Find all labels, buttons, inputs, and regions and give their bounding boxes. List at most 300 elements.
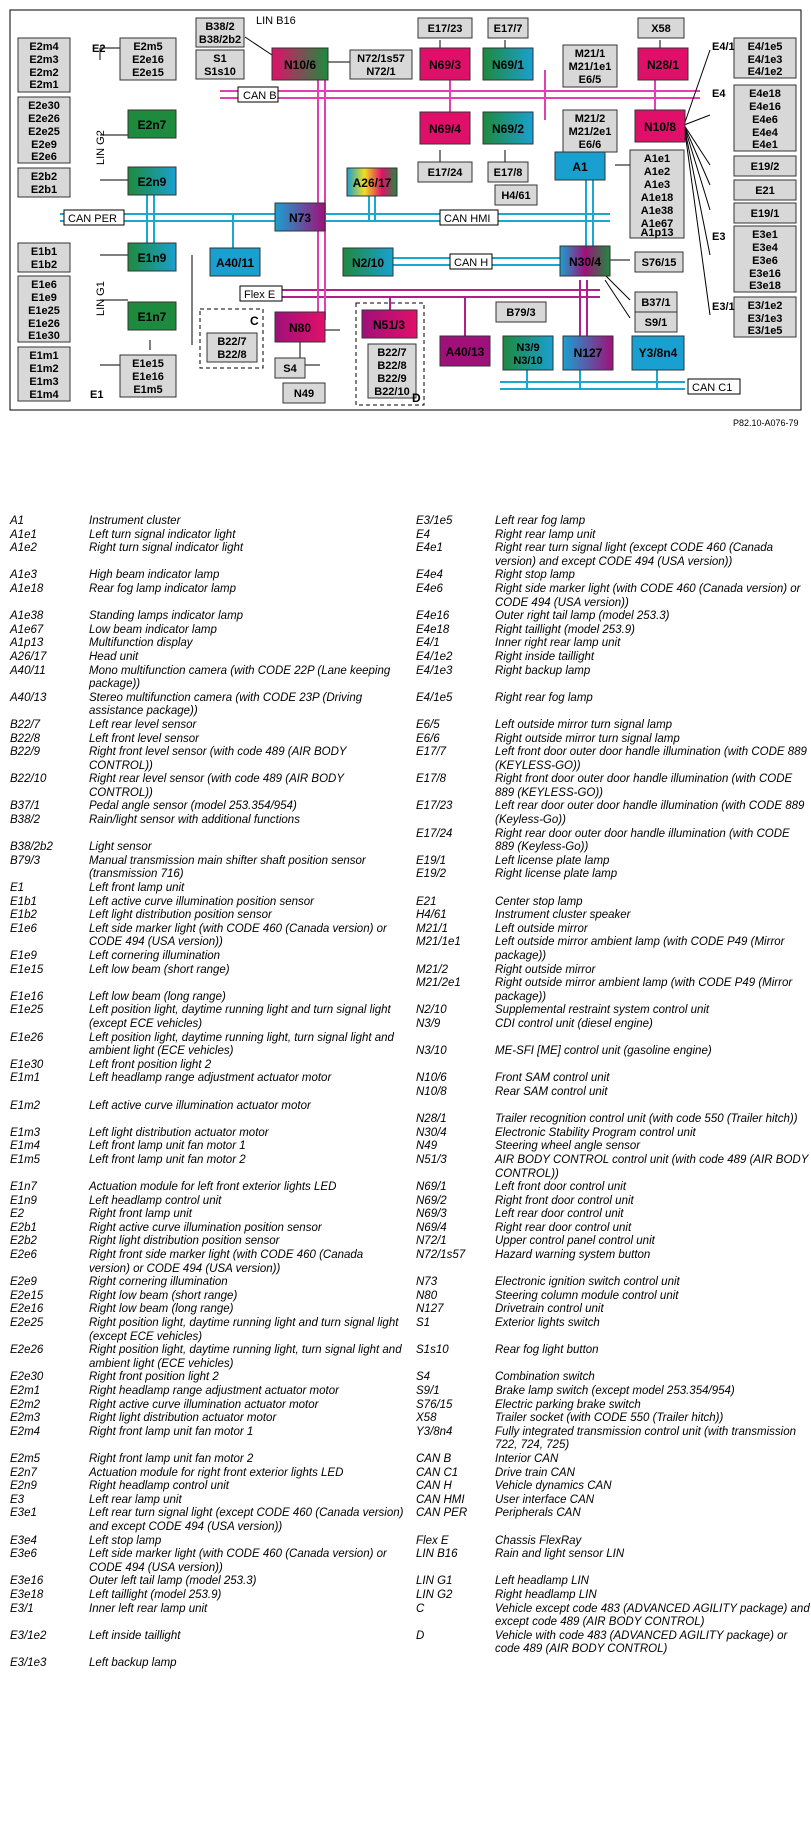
legend-code: E4e1	[416, 542, 443, 555]
legend-code: N30/4	[416, 1126, 447, 1139]
legend-description: Left front door control unit	[495, 1181, 627, 1194]
legend-item	[10, 1072, 405, 1086]
svg-text:E6/6: E6/6	[578, 139, 602, 151]
legend-description: ME-SFI [ME] control unit (gasoline engine)	[495, 1045, 712, 1058]
legend-item	[416, 1208, 811, 1222]
legend-item	[10, 1399, 405, 1413]
legend-item	[416, 1154, 811, 1181]
legend-item	[416, 692, 811, 706]
svg-text:A1: A1	[572, 160, 588, 174]
legend-code: E1m1	[10, 1072, 41, 1085]
legend-code: N28/1	[416, 1113, 447, 1126]
legend-item	[10, 597, 405, 611]
legend-item	[416, 651, 811, 665]
legend-code: A40/11	[10, 664, 46, 677]
svg-text:E1b1: E1b1	[30, 246, 58, 258]
legend-description: Right front door control unit	[495, 1194, 634, 1207]
legend-description: Left outside mirror	[495, 922, 588, 935]
legend-item	[416, 882, 811, 896]
legend-item	[10, 1181, 405, 1195]
legend-code: E19/1	[416, 854, 447, 867]
legend-item	[10, 692, 405, 719]
legend-code: A40/13	[10, 691, 47, 704]
svg-text:N69/1: N69/1	[491, 58, 525, 72]
legend-code: N69/1	[416, 1181, 447, 1194]
block-n30-4	[560, 246, 610, 276]
legend-description	[495, 1032, 811, 1046]
legend-code: E1b2	[10, 909, 37, 922]
legend-description	[89, 1616, 405, 1630]
legend-code	[10, 828, 89, 842]
svg-text:E3/1e2: E3/1e2	[747, 300, 783, 312]
legend-description	[89, 1439, 405, 1453]
legend-description: Right backup lamp	[495, 664, 591, 677]
svg-text:E1e6: E1e6	[31, 279, 57, 291]
legend-description: Left headlamp range adjustment actuator motor	[89, 1072, 332, 1085]
legend-description: Left light distribution actuator motor	[89, 1126, 269, 1139]
legend-description: Left turn signal indicator light	[89, 528, 236, 541]
svg-text:B22/8: B22/8	[217, 349, 247, 361]
block-n10-8	[635, 110, 685, 142]
legend-item	[10, 1208, 405, 1222]
legend-code: B22/7	[10, 718, 41, 731]
legend-item	[416, 1575, 811, 1589]
legend-description: Left license plate lamp	[495, 854, 610, 867]
legend-code: LIN B16	[416, 1548, 458, 1561]
legend-item	[416, 1521, 811, 1535]
svg-text:E2m5: E2m5	[133, 41, 163, 53]
legend-description: Right outside mirror	[495, 963, 596, 976]
legend-code: E1m4	[10, 1140, 41, 1153]
svg-text:E3/1e3: E3/1e3	[747, 313, 783, 325]
svg-text:E3e16: E3e16	[749, 268, 781, 280]
legend-code: S1s10	[416, 1344, 449, 1357]
legend-description: Right license plate lamp	[495, 868, 618, 881]
legend-code: E2e9	[10, 1276, 37, 1289]
legend-code: E3/1e3	[10, 1656, 47, 1669]
block-n51-3	[362, 310, 417, 338]
legend-description	[89, 977, 405, 991]
svg-text:E4/1: E4/1	[712, 41, 735, 53]
legend-code: E3/1e2	[10, 1629, 47, 1642]
legend-item	[416, 583, 811, 610]
legend-code: M21/1e1	[416, 936, 461, 949]
legend-item	[10, 1195, 405, 1209]
svg-text:E3e1: E3e1	[752, 229, 778, 241]
svg-text:E2m4: E2m4	[29, 41, 59, 53]
legend-item	[416, 1371, 811, 1385]
legend-item	[416, 1358, 811, 1372]
legend-code: Flex E	[416, 1534, 449, 1547]
legend-item	[10, 610, 405, 624]
svg-text:N3/9: N3/9	[516, 342, 540, 354]
legend-item	[10, 1004, 405, 1031]
legend-code: E1e25	[10, 1004, 44, 1017]
svg-text:LIN G1: LIN G1	[95, 281, 107, 316]
svg-text:Y3/8n4: Y3/8n4	[638, 346, 678, 360]
svg-text:E2b2: E2b2	[30, 171, 58, 183]
legend-item	[10, 991, 405, 1005]
legend-item	[10, 746, 405, 773]
legend-description: Manual transmission main shifter shaft position sensor (transmission 716)	[89, 854, 366, 881]
svg-text:N72/1s57: N72/1s57	[357, 53, 405, 65]
legend-item	[416, 746, 811, 773]
block-n2-10	[343, 248, 393, 276]
svg-text:A40/11: A40/11	[215, 256, 255, 270]
legend-code: E21	[416, 895, 437, 908]
legend-item	[10, 1113, 405, 1127]
legend-description: Head unit	[89, 650, 139, 663]
legend-description: Left position light, daytime running light and turn signal light (except ECE vehicles)	[89, 1004, 391, 1030]
legend-description: Upper control panel control unit	[495, 1235, 655, 1248]
legend-item	[10, 814, 405, 828]
legend-description: Combination switch	[495, 1371, 595, 1384]
block-n69-3	[420, 48, 470, 80]
legend-item	[10, 909, 405, 923]
legend-item	[416, 542, 811, 569]
legend-item	[10, 1453, 405, 1467]
svg-text:CAN B: CAN B	[243, 90, 277, 102]
legend-description: Rear fog light button	[495, 1344, 599, 1357]
legend-description: Right headlamp LIN	[495, 1588, 597, 1601]
legend-description: Left outside mirror turn signal lamp	[495, 718, 673, 731]
svg-text:E3e6: E3e6	[752, 255, 778, 267]
legend-description: Rear fog lamp indicator lamp	[89, 582, 237, 595]
legend-code	[416, 705, 495, 719]
legend-description: Right headlamp range adjustment actuator motor	[89, 1385, 339, 1397]
svg-text:E3/1e5: E3/1e5	[747, 325, 783, 337]
legend-code: N73	[416, 1276, 438, 1289]
legend-item	[10, 1249, 405, 1276]
legend-item	[416, 1562, 811, 1576]
legend-code: E3/1	[10, 1602, 34, 1615]
legend-description: Left rear fog lamp	[495, 515, 586, 527]
legend-description: Right outside mirror turn signal lamp	[495, 732, 680, 745]
legend-code: E3e1	[10, 1507, 37, 1520]
legend-code: M21/2e1	[416, 977, 461, 990]
legend-item	[10, 1643, 405, 1657]
legend-description	[89, 828, 405, 842]
svg-text:E3e18: E3e18	[749, 280, 781, 292]
legend-code	[10, 1643, 89, 1657]
legend-code: E2m5	[10, 1452, 41, 1465]
legend-description: Interior CAN	[495, 1452, 559, 1465]
network-diagram	[0, 0, 811, 415]
legend-description: Instrument cluster	[89, 515, 181, 527]
legend-code: E3	[10, 1493, 25, 1506]
legend-description: Left light distribution position sensor	[89, 909, 272, 922]
svg-text:E1e26: E1e26	[28, 318, 60, 330]
legend-code: E1e9	[10, 950, 37, 962]
legend-item	[416, 569, 811, 583]
legend-item	[10, 1426, 405, 1440]
legend-description	[495, 1562, 811, 1576]
legend-code	[10, 1616, 89, 1630]
legend-description: Left cornering illumination	[89, 950, 221, 962]
svg-text:A1p13: A1p13	[640, 227, 674, 239]
legend-item	[416, 1263, 811, 1277]
svg-text:CAN HMI: CAN HMI	[444, 213, 491, 225]
block-n69-4	[420, 112, 470, 144]
legend-description	[89, 597, 405, 611]
legend-code: E2e6	[10, 1249, 37, 1262]
legend-description	[495, 1521, 811, 1535]
legend-code: LIN G2	[416, 1588, 453, 1601]
legend-code: N69/3	[416, 1208, 447, 1221]
legend-code: M21/1	[416, 922, 448, 935]
legend-code: E2e26	[10, 1344, 44, 1357]
svg-text:E17/8: E17/8	[493, 167, 523, 179]
legend-item	[416, 1222, 811, 1236]
legend-item	[416, 1059, 811, 1073]
svg-text:E1m3: E1m3	[29, 376, 59, 388]
legend-item	[416, 1290, 811, 1304]
legend-code: CAN PER	[416, 1507, 468, 1520]
legend-item	[10, 1317, 405, 1344]
svg-text:S76/15: S76/15	[641, 257, 677, 269]
legend-code: A1p13	[10, 637, 44, 650]
legend-description	[495, 1263, 811, 1277]
legend-code: A1	[10, 515, 25, 527]
legend-code: N10/8	[416, 1085, 447, 1098]
legend-item	[10, 583, 405, 597]
legend-description: Left side marker light (with CODE 460 (Canada version) or CODE 494 (USA version))	[89, 1548, 387, 1574]
block-a40-11	[210, 248, 260, 276]
legend-item	[10, 1548, 405, 1575]
legend-item	[416, 1181, 811, 1195]
legend-description: Peripherals CAN	[495, 1507, 581, 1520]
svg-text:M21/1e1: M21/1e1	[568, 61, 612, 73]
block-n3-9-n3-10	[503, 336, 553, 370]
legend-item	[10, 1235, 405, 1249]
legend-item	[10, 1303, 405, 1317]
legend-item	[416, 1195, 811, 1209]
svg-text:N69/3: N69/3	[428, 58, 462, 72]
svg-text:N49: N49	[293, 388, 315, 400]
legend-description: Drive train CAN	[495, 1466, 575, 1479]
legend-item	[10, 569, 405, 583]
legend-code: E2b1	[10, 1221, 37, 1234]
svg-text:E2e6: E2e6	[31, 151, 57, 163]
legend-item	[416, 1249, 811, 1263]
legend-description: Right low beam (short range)	[89, 1289, 238, 1302]
legend-item	[416, 1603, 811, 1630]
legend-description: Left front lamp unit	[89, 882, 185, 895]
legend-item	[416, 1453, 811, 1467]
legend-item	[10, 1032, 405, 1059]
svg-text:E1e9: E1e9	[31, 292, 57, 304]
svg-text:N3/10: N3/10	[513, 355, 543, 367]
legend-item	[416, 828, 811, 855]
svg-text:E4e1: E4e1	[752, 139, 778, 151]
legend-description: Right front door outer door handle illumination (with CODE 889 (KEYLESS-GO))	[495, 773, 793, 799]
legend-code: B38/2	[10, 814, 41, 827]
legend-item	[416, 1630, 811, 1657]
legend-description: Right position light, daytime running light, turn signal light and ambient light (ECE vehicles)	[89, 1344, 402, 1370]
legend-description: Mono multifunction camera (with CODE 22P (Lane keeping package))	[89, 664, 391, 691]
legend-description: Hazard warning system button	[495, 1249, 651, 1262]
svg-text:E2m1: E2m1	[29, 79, 59, 91]
legend-code: E17/23	[416, 800, 453, 813]
legend-code	[416, 678, 495, 692]
legend-code: N69/4	[416, 1221, 447, 1234]
svg-text:A1e3: A1e3	[643, 179, 671, 191]
legend-item	[10, 719, 405, 733]
legend-description: Rain and light sensor LIN	[495, 1548, 625, 1561]
legend-item	[10, 1507, 405, 1534]
svg-text:E1n7: E1n7	[137, 310, 167, 324]
legend-item	[10, 1086, 405, 1100]
legend-code	[416, 882, 495, 896]
legend-description: Rear SAM control unit	[495, 1085, 608, 1098]
legend-item	[10, 1059, 405, 1073]
legend-item	[416, 1426, 811, 1453]
legend-item	[10, 556, 405, 570]
legend-item	[10, 1467, 405, 1481]
legend-item	[416, 705, 811, 719]
legend-description: Right rear turn signal light (except CODE 460 (Canada version) and except CODE 494 (USA version))	[495, 542, 774, 568]
svg-text:E4/1e3: E4/1e3	[747, 54, 783, 66]
legend-description	[89, 556, 405, 570]
legend-item	[416, 1589, 811, 1603]
svg-text:E4e16: E4e16	[749, 101, 781, 113]
legend-item	[10, 1535, 405, 1549]
legend-code: B37/1	[10, 800, 41, 813]
legend-description: Left backup lamp	[89, 1656, 177, 1669]
svg-text:B22/7: B22/7	[377, 347, 407, 359]
legend-description: AIR BODY CONTROL control unit (with code 489 (AIR BODY CONTROL))	[495, 1153, 809, 1180]
legend-description: Right outside mirror ambient lamp (with CODE P49 (Mirror package))	[495, 977, 793, 1003]
legend-item	[10, 841, 405, 855]
legend-code: E2e15	[10, 1289, 44, 1302]
legend-description: Left front lamp unit fan motor 1	[89, 1140, 246, 1153]
block-y3-8n4	[632, 336, 684, 370]
svg-text:E1m2: E1m2	[29, 363, 59, 375]
legend-code: N80	[416, 1289, 438, 1302]
legend-code: E19/2	[416, 868, 447, 881]
svg-text:E2n9: E2n9	[137, 175, 167, 189]
legend-item	[10, 855, 405, 882]
legend-code: E3/1e5	[416, 515, 453, 527]
block-e1n7	[128, 302, 176, 330]
legend-code	[416, 1263, 495, 1277]
svg-text:A1e18: A1e18	[640, 192, 674, 204]
legend-code: A1e2	[10, 542, 37, 555]
svg-text:N2/10: N2/10	[351, 256, 385, 270]
legend-description: Right front lamp unit fan motor 2	[89, 1452, 254, 1465]
legend-code	[10, 556, 89, 570]
legend-code: E4/1e3	[416, 664, 453, 677]
legend-description: Left rear lamp unit	[89, 1493, 182, 1506]
block-e2n7	[128, 110, 176, 138]
legend-description: Electronic Stability Program control unit	[495, 1126, 696, 1139]
legend-code	[416, 1521, 495, 1535]
legend-item	[416, 1072, 811, 1086]
legend-item	[416, 1100, 811, 1114]
legend-description: Left low beam (long range)	[89, 990, 226, 1003]
legend-item	[416, 678, 811, 692]
legend-code: E1e6	[10, 922, 37, 935]
legend-code	[10, 1113, 89, 1127]
legend-description: Drivetrain control unit	[495, 1303, 604, 1316]
svg-text:N73: N73	[288, 211, 312, 225]
legend-description: Exterior lights switch	[495, 1317, 600, 1330]
legend-code: H4/61	[416, 909, 447, 922]
legend-item	[416, 637, 811, 651]
svg-text:S4: S4	[283, 363, 297, 375]
legend-item	[10, 1140, 405, 1154]
legend-item	[416, 515, 811, 529]
legend-code: E1n9	[10, 1194, 37, 1207]
legend-item	[416, 1127, 811, 1141]
svg-text:X58: X58	[651, 23, 671, 35]
legend-item	[416, 1535, 811, 1549]
svg-text:M21/1: M21/1	[574, 48, 606, 60]
legend-item	[10, 1385, 405, 1399]
legend-description: High beam indicator lamp	[89, 569, 220, 582]
legend-item	[416, 610, 811, 624]
svg-text:E2e15: E2e15	[132, 67, 164, 79]
legend-description: Left rear level sensor	[89, 718, 197, 731]
legend-item	[416, 1480, 811, 1494]
legend-code: E17/8	[416, 773, 447, 786]
legend-right-column	[416, 515, 811, 1657]
legend-code	[416, 1562, 495, 1576]
legend-description: Right rear level sensor (with code 489 (AIR BODY CONTROL))	[89, 773, 344, 799]
legend-item	[10, 1154, 405, 1168]
legend-item	[416, 665, 811, 679]
legend-item	[10, 1480, 405, 1494]
svg-text:E4/1e5: E4/1e5	[747, 41, 783, 53]
svg-text:N28/1: N28/1	[646, 58, 680, 72]
legend-code: E3e4	[10, 1534, 37, 1547]
svg-text:E2e16: E2e16	[132, 54, 164, 66]
legend-description	[89, 1113, 405, 1127]
legend-code: M21/2	[416, 963, 448, 976]
svg-text:E2m2: E2m2	[29, 67, 59, 79]
legend-description: Actuation module for right front exterior lights LED	[89, 1466, 344, 1479]
legend-item	[416, 1385, 811, 1399]
legend-item	[416, 909, 811, 923]
legend-description: Left headlamp control unit	[89, 1194, 222, 1207]
svg-text:E1b2: E1b2	[30, 259, 58, 271]
legend-description: Right light distribution position sensor	[89, 1235, 280, 1248]
svg-text:E1m1: E1m1	[29, 350, 59, 362]
legend-code: E3e16	[10, 1575, 44, 1588]
svg-text:M21/2: M21/2	[574, 113, 606, 125]
legend-description: Right turn signal indicator light	[89, 542, 244, 555]
svg-text:S9/1: S9/1	[644, 317, 668, 329]
legend-code: E6/6	[416, 732, 440, 745]
legend-code: E2m4	[10, 1425, 41, 1438]
svg-text:A1e1: A1e1	[643, 153, 671, 165]
svg-text:E1m5: E1m5	[133, 384, 163, 396]
svg-text:A1e38: A1e38	[640, 205, 674, 217]
legend-code	[416, 1032, 495, 1046]
legend-description: Right front level sensor (with code 489 (AIR BODY CONTROL))	[89, 746, 347, 772]
legend-code: E1e26	[10, 1031, 44, 1044]
legend-description: Right front lamp unit fan motor 1	[89, 1425, 254, 1438]
legend-item	[10, 773, 405, 800]
legend-item	[10, 1575, 405, 1589]
block-a26-17	[347, 168, 397, 196]
legend-code: N3/10	[416, 1045, 447, 1058]
block-n69-1	[483, 48, 533, 80]
legend-description: Right stop lamp	[495, 569, 575, 582]
svg-text:B22/10: B22/10	[374, 386, 410, 398]
block-e1n9	[128, 243, 176, 271]
legend-code: N3/9	[416, 1017, 441, 1030]
